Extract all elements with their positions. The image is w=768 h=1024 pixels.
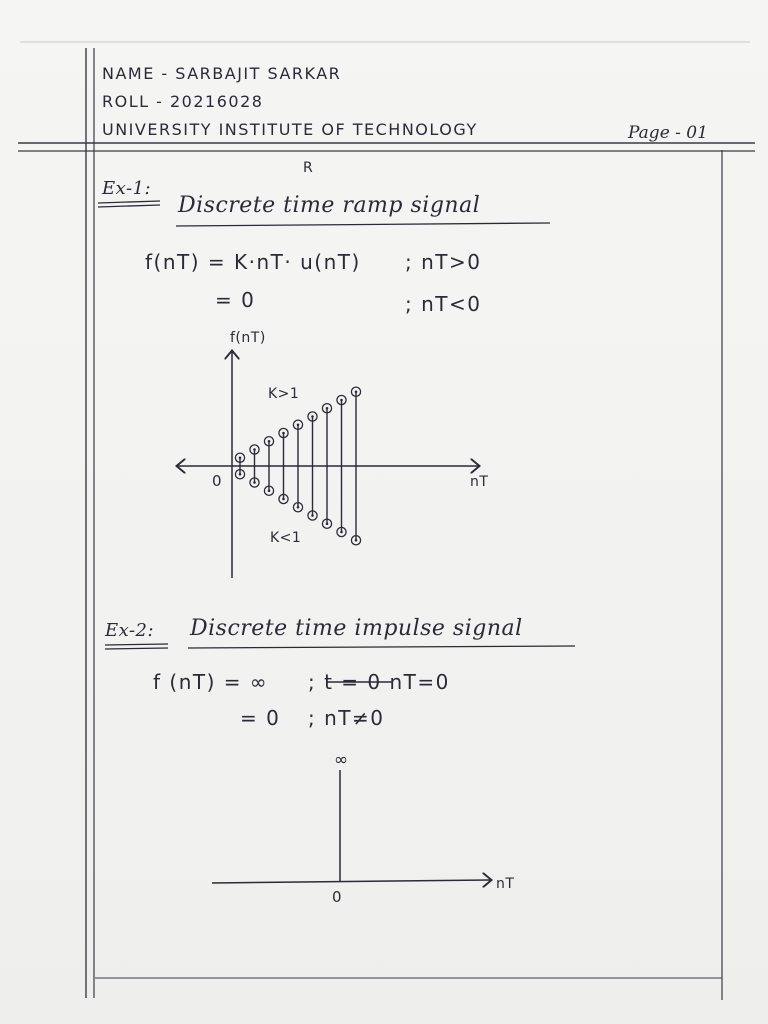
ex1-equation-1: f(nT) = K·nT· u(nT) [145,250,361,274]
ramp-upper-label: K>1 [268,386,300,402]
ramp-lower-label: K<1 [270,530,302,546]
ex2-title: Discrete time impulse signal [190,616,523,641]
roll-number: ROLL - 20216028 [102,92,264,111]
ex1-label: Ex-1: [102,178,152,199]
ex1-equation-2: = 0 [215,288,256,312]
ex1-condition-1: ; nT>0 [405,250,482,274]
impulse-x-label: nT [496,876,515,892]
ex2-equation-2: = 0 [240,706,281,730]
ex1-condition-2: ; nT<0 [405,292,482,316]
page-number: Page - 01 [628,123,708,143]
impulse-y-label: ∞ [334,750,350,770]
institute-name: UNIVERSITY INSTITUTE OF TECHNOLOGY [102,120,478,139]
ex2-condition-1: ; t = 0 nT=0 [308,670,450,694]
impulse-origin-label: 0 [332,888,344,906]
ex2-equation-1: f (nT) = ∞ [153,670,269,694]
margin-mark: R [303,160,315,176]
student-name: NAME - SARBAJIT SARKAR [102,64,342,83]
ramp-y-label: f(nT) [230,330,266,346]
ex2-condition-2: ; nT≠0 [308,706,385,730]
ex2-label: Ex-2: [105,620,155,641]
impulse-x-axis [212,880,490,883]
ex1-title: Discrete time ramp signal [178,193,481,218]
ramp-x-label: nT [470,474,489,490]
ramp-origin-label: 0 [212,472,224,490]
